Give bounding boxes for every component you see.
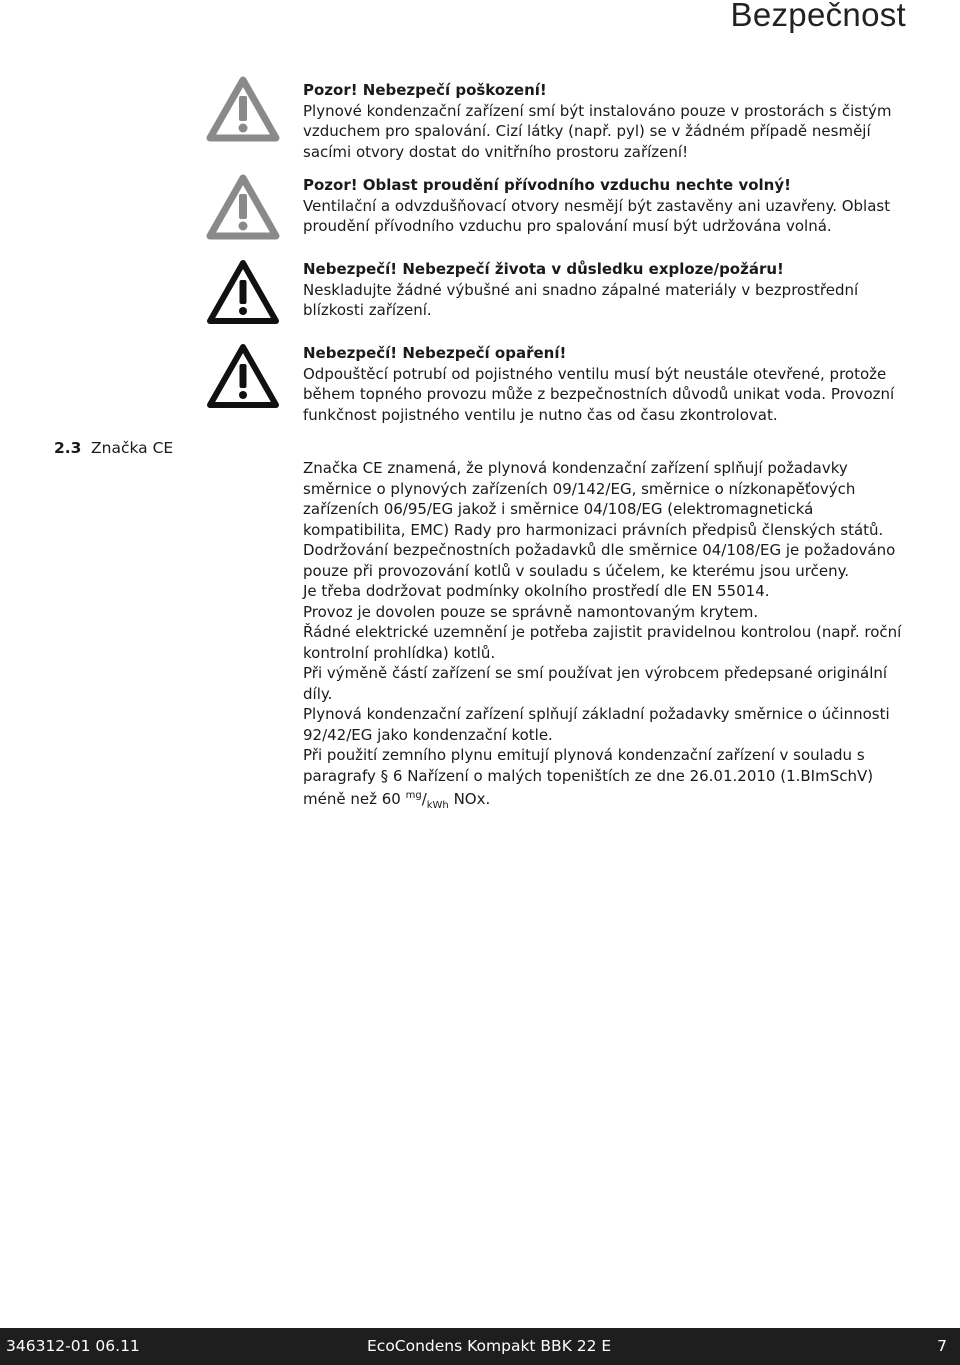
paragraph: Provoz je dovolen pouze se správně namontovaným krytem. bbox=[303, 602, 759, 621]
warning-block bbox=[303, 343, 908, 425]
warning-block bbox=[303, 259, 908, 321]
paragraph bbox=[303, 745, 908, 817]
warning-heading: Nebezpečí! Nebezpečí opaření! bbox=[303, 344, 567, 362]
document-number: 346312-01 06.11 bbox=[6, 1337, 140, 1355]
paragraph: Značka CE znamená, že plynová kondenzační zařízení splňují požadavky směrnice o plynových zařízeních 09/142/EG, směrnice o nízkonapěťových zařízeních 06/95/EG jakož i směrnice 04/108/EG (elektromagnetická kompatibilita, EMC) Rady pro harmonizaci právních předpisů členských států. bbox=[303, 459, 884, 539]
warning-block bbox=[303, 175, 908, 237]
paragraph: Řádné elektrické uzemnění je potřeba zajistit pravidelnou kontrolou (např. roční kontrolní prohlídka) kotlů. bbox=[303, 623, 902, 662]
paragraph: Dodržování bezpečnostních požadavků dle směrnice 04/108/EG je požadováno pouze při provozování kotlů v souladu s účelem, ke kterému jsou určeny. bbox=[303, 541, 896, 580]
warning-text: Plynové kondenzační zařízení smí být instalováno pouze v prostorách s čistým vzduchem pro spalování. Cizí látky (např. pyl) se v žádném případě nesmějí sacími otvory dostat do vnitřního prostoru zařízení! bbox=[303, 101, 892, 161]
unit-slash: / bbox=[421, 790, 427, 808]
warning-text: Odpouštěcí potrubí od pojistného ventilu musí být neustále otevřené, protože během topného provozu může z bezpečnostních důvodů unikat voda. Provozní funkčnost pojistného ventilu je nutno čas od času zkontrolovat. bbox=[303, 364, 895, 424]
section-title: Značka CE bbox=[91, 439, 174, 457]
paragraph: Plynová kondenzační zařízení splňují základní požadavky směrnice o účinnosti 92/42/EG jako kondenzační kotle. bbox=[303, 705, 890, 744]
page-number: 7 bbox=[937, 1337, 947, 1355]
warning-triangle-icon bbox=[206, 174, 280, 240]
warning-heading: Nebezpečí! Nebezpečí života v důsledku exploze/požáru! bbox=[303, 260, 784, 278]
warning-heading: Pozor! Nebezpečí poškození! bbox=[303, 81, 547, 99]
warning-heading: Pozor! Oblast proudění přívodního vzduchu nechte volný! bbox=[303, 176, 791, 194]
page-title: Bezpečnost bbox=[730, 0, 906, 33]
unit-denominator: kWh bbox=[426, 800, 449, 811]
pollutant: NOx. bbox=[453, 790, 491, 808]
warning-triangle-icon bbox=[206, 343, 280, 409]
paragraph-text: Při použití zemního plynu emitují plynová kondenzační zařízení v souladu s paragrafy § 6 Nařízení o malých topeništích ze dne 26.01.2010 (1.BImSchV) méně než 60 bbox=[303, 746, 874, 808]
paragraph: Je třeba dodržovat podmínky okolního prostředí dle EN 55014. bbox=[303, 582, 770, 600]
warning-text: Ventilační a odvzdušňovací otvory nesmějí být zastavěny ani uzavřeny. Oblast proudění přívodního vzduchu pro spalování musí být udržována volná. bbox=[303, 196, 891, 235]
footer-bar bbox=[0, 1328, 960, 1365]
warning-triangle-icon bbox=[206, 76, 280, 142]
unit-numerator: mg bbox=[405, 790, 422, 801]
paragraph: Při výměně částí zařízení se smí používat jen výrobcem předepsané originální díly. bbox=[303, 664, 888, 703]
product-name: EcoCondens Kompakt BBK 22 E bbox=[367, 1337, 612, 1355]
section-number: 2.3 bbox=[54, 439, 82, 457]
section-body bbox=[303, 458, 908, 817]
warning-triangle-icon bbox=[206, 259, 280, 325]
warning-text: Neskladujte žádné výbušné ani snadno zápalné materiály v bezprostřední blízkosti zařízení. bbox=[303, 280, 859, 319]
warning-block bbox=[303, 80, 908, 162]
